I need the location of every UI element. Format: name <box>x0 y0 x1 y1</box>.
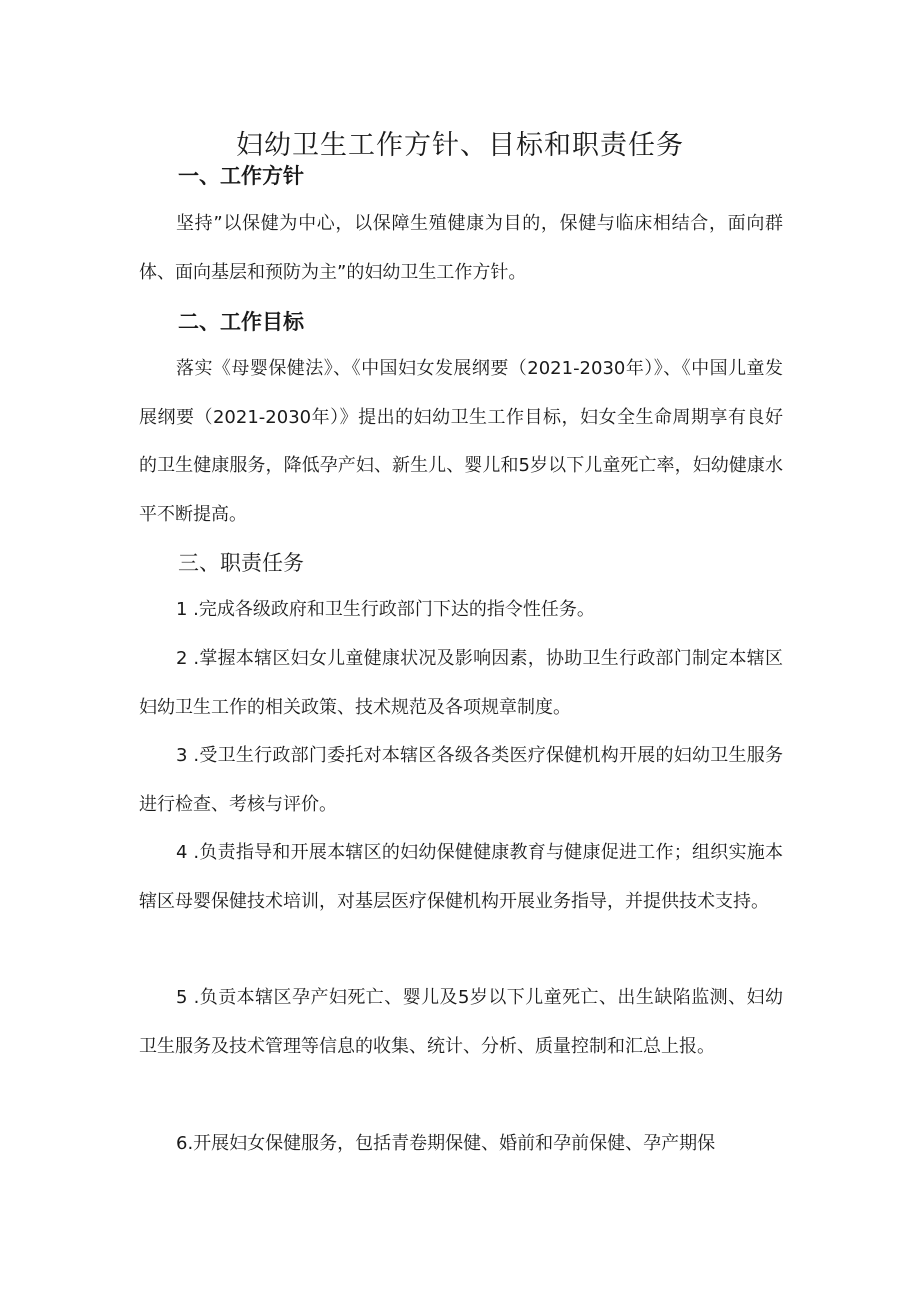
goals-paragraph: 落实《母婴保健法》、《中国妇女发展纲要（2021-2030年）》、《中国儿童发展纲要（2021-2030年）》提出的妇幼卫生工作目标，妇女全生命周期享有良好的卫生健康服务，降低孕产妇、新生儿、婴儿和5岁以下儿童死亡率，妇幼健康水平不断提高。 <box>139 358 783 525</box>
duty-item-4: 4 .负责指导和开展本辖区的妇幼保健健康教育与健康促进工作；组织实施本辖区母婴保健技术培训，对基层医疗保健机构开展业务指导，并提供技术支持。 <box>139 842 783 912</box>
duty-item-3: 3 .受卫生行政部门委托对本辖区各级各类医疗保健机构开展的妇幼卫生服务进行检查、考核与评价。 <box>139 745 783 815</box>
duty-item-5: 5 .负贡本辖区孕产妇死亡、婴儿及5岁以下儿童死亡、出生缺陷监测、妇幼卫生服务及技术管理等信息的收集、统计、分析、质量控制和汇总上报。 <box>139 987 783 1057</box>
section-heading-duties: 三、职责任务 <box>178 551 304 575</box>
section-heading-policy: 一、工作方针 <box>178 164 304 188</box>
section-heading-goals: 二、工作目标 <box>178 310 304 334</box>
policy-paragraph: 坚持”以保健为中心，以保障生殖健康为目的，保健与临床相结合，面向群体、面向基层和预防为主”的妇幼卫生工作方针。 <box>139 213 783 283</box>
duty-item-2: 2 .掌握本辖区妇女儿童健康状况及影响因素，协助卫生行政部门制定本辖区妇幼卫生工作的相关政策、技术规范及各项规章制度。 <box>139 648 783 718</box>
document-title: 妇幼卫生工作方针、目标和职责任务 <box>236 130 684 162</box>
duty-item-1: 1 .完成各级政府和卫生行政部门下达的指令性任务。 <box>176 599 595 620</box>
duty-item-6: 6.开展妇女保健服务，包括青卷期保健、婚前和孕前保健、孕产期保 <box>176 1133 716 1154</box>
